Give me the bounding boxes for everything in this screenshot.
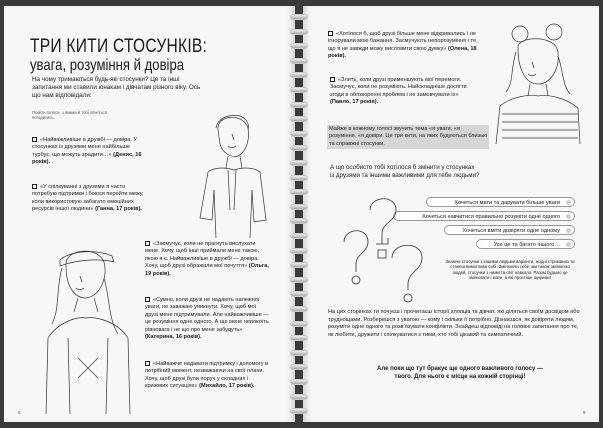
closing-text: Але поки що тут бракує ще одного важливого голосу — твого. Для нього є місце на кожній сторінці! bbox=[377, 366, 543, 380]
quote-item bbox=[328, 31, 478, 61]
person-illustration bbox=[492, 22, 584, 144]
quote-author: (Ольга, 19 років). bbox=[145, 263, 269, 277]
radio-icon[interactable] bbox=[566, 214, 571, 219]
quote-text: «Засмучує, коли не прагнуть вислухати мене. Хочу, щоб інші приймали мене такою, якою я є. Найважливіше в дружбі — довіра. Хочу, щоб друзі ображали мої почуття» bbox=[145, 241, 260, 270]
quote-author: (Катерина, 16 років). bbox=[145, 334, 202, 341]
body-paragraph: На цих сторінках ти почуєш і прочитаєш історії хлопців та дівчат, які діляться своїм досвідом або труднощами. Розберешся з увагою — кому і скільки її потрібно. Дізнаєшся, як довіряти людям, розуміти одне одного та розв'язувати конфлікти. Знайдеш відповіді на головні запитання про те, як любити, дружити і спілкуватися з тими, хто тобі цікавий та симпатичний. bbox=[328, 309, 580, 338]
spiral-ring bbox=[290, 262, 308, 268]
page-subtitle: увага, розуміння й довіра bbox=[30, 57, 185, 74]
option-label: Усе це та багато іншого… bbox=[493, 242, 560, 248]
intro-text: На чому тримаються будь-які стосунки? Це та інші запитання ми ставили юнакам і дівчатам різного віку. Ось що нам відповідали: bbox=[32, 76, 201, 100]
quote-author: (Михайло, 17 років). bbox=[199, 383, 255, 390]
spiral-ring bbox=[290, 189, 308, 195]
spiral-ring bbox=[290, 350, 308, 356]
quote-item bbox=[32, 184, 147, 214]
spiral-ring bbox=[290, 233, 308, 239]
quote-item bbox=[330, 77, 480, 107]
spiral-ring bbox=[290, 131, 308, 137]
answer-option[interactable] bbox=[476, 239, 575, 249]
highlight-box: Майже в кожному голосі звучить тема «я уваги, «я розуміння, «я довіри. Це три кити, на яких будуються близькі та справжні стосунки. bbox=[327, 125, 489, 149]
quote-text: «У спілкуванні з друзями я часто потребую підтримки і боюся перейти межу, коли використовую забагато емоційних ресурсів іншої людини» bbox=[32, 184, 144, 213]
checkbox-icon[interactable] bbox=[145, 361, 150, 366]
spiral-ring bbox=[290, 87, 308, 93]
spiral-ring bbox=[290, 58, 308, 64]
quote-author: (Ганна, 17 років). bbox=[95, 206, 142, 213]
spiral-ring bbox=[290, 204, 308, 210]
spiral-ring bbox=[290, 218, 308, 224]
quote-item bbox=[145, 241, 270, 278]
checkbox-icon[interactable] bbox=[32, 137, 37, 142]
quote-text: «Злить, коли друзі применшують мої перемоги. Засмучує, коли не розуміють. Найскладніше досягти згоди в обговоренні проблем і не замовчувати їх» bbox=[330, 77, 467, 98]
checkbox-icon[interactable] bbox=[32, 184, 37, 189]
page-title: ТРИ КИТИ СТОСУНКІВ: bbox=[30, 36, 208, 57]
quote-item bbox=[145, 297, 270, 341]
question-prompt: А що особисто тобі хотілося б змінити у стосунках із друзями та іншими важливими для тебе людьми? bbox=[330, 164, 480, 179]
checkbox-icon[interactable] bbox=[330, 77, 335, 82]
spiral-ring bbox=[290, 14, 308, 20]
answer-option[interactable] bbox=[444, 225, 575, 235]
spiral-ring bbox=[290, 102, 308, 108]
spiral-ring bbox=[290, 379, 308, 385]
spiral-ring bbox=[290, 306, 308, 312]
quote-text: «Хотілося б, щоб друзі більше мене відкривались і не ігнорували мою бажання. Засмучують непорозуміння і те, що я не завжди можу висловити свою думку» bbox=[328, 31, 478, 52]
quote-author: (Павло, 17 років). bbox=[330, 99, 379, 106]
spiral-ring bbox=[290, 364, 308, 370]
spiral-ring bbox=[290, 160, 308, 166]
quote-author: (Денис, 16 років). bbox=[32, 151, 142, 166]
page-number: 8 bbox=[18, 410, 21, 415]
option-label: Хочеться вміти довіряти одне одному bbox=[462, 228, 560, 234]
quote-text: «Найважливіше в дружбі — довіра. У стосунках із друзями мене найбільше турбує, що можуть зрадити…» bbox=[32, 137, 138, 158]
spiral-ring bbox=[290, 277, 308, 283]
spiral-ring bbox=[290, 175, 308, 181]
spiral-ring bbox=[290, 72, 308, 78]
spiral-ring bbox=[290, 145, 308, 151]
quote-item bbox=[32, 137, 142, 167]
spiral-ring bbox=[290, 408, 308, 414]
spiral-ring bbox=[290, 335, 308, 341]
quote-text: «Сумно, коли друзі не надають належної уваги, не заважаю уникнути. Хочу, щоб мої друзі мене підтримували. Але найважливіше — це розуміння одне одного. А ще мене непокоїть рівновага і не що про мене забудуть» bbox=[145, 297, 269, 333]
instruction-note: Поміти голоси, з якими й тобі хочеться погодитись. bbox=[32, 110, 108, 121]
question-mark-illustration bbox=[330, 188, 442, 304]
spiral-ring bbox=[290, 321, 308, 327]
spiral-ring bbox=[290, 248, 308, 254]
quote-author: (Олена, 18 років). bbox=[328, 45, 477, 60]
checkbox-icon[interactable] bbox=[328, 31, 333, 36]
radio-icon[interactable] bbox=[566, 200, 571, 205]
spiral-ring bbox=[290, 291, 308, 297]
spiral-ring bbox=[290, 394, 308, 400]
spiral-ring bbox=[290, 116, 308, 122]
quote-item bbox=[145, 361, 270, 391]
person-illustration bbox=[38, 238, 138, 414]
spiral-binding bbox=[290, 6, 308, 422]
checkbox-icon[interactable] bbox=[145, 241, 150, 246]
spiral-ring bbox=[290, 29, 308, 35]
page-number: 9 bbox=[583, 410, 586, 415]
person-illustration bbox=[188, 110, 276, 240]
quote-text: «Найважче надавати підтримку і допомогу в потрібний момент, незважаючи на свої плани. Хочу, щоб друзі були поруч у складних і кризових ситуаціях» bbox=[145, 361, 269, 390]
option-label: Хочеться мати та дарувати більше уваги bbox=[454, 200, 560, 206]
answer-option[interactable] bbox=[426, 197, 575, 207]
radio-icon[interactable] bbox=[566, 242, 571, 247]
checkbox-icon[interactable] bbox=[145, 297, 150, 302]
option-label: Хочеться навчитися правильно розуміти одне одного bbox=[422, 214, 560, 220]
radio-icon[interactable] bbox=[566, 228, 571, 233]
side-note: Знаючи стосунки з іншими людьми варіанти, жодні стриманих ти станеш вимоглива собі. Змінюючи себе, ми також змінюємо людей, стосунки з ними та світ навколо. Разом будьмо це змінювати і мати, в які простіше щирими! bbox=[445, 259, 575, 281]
spiral-ring bbox=[290, 43, 308, 49]
